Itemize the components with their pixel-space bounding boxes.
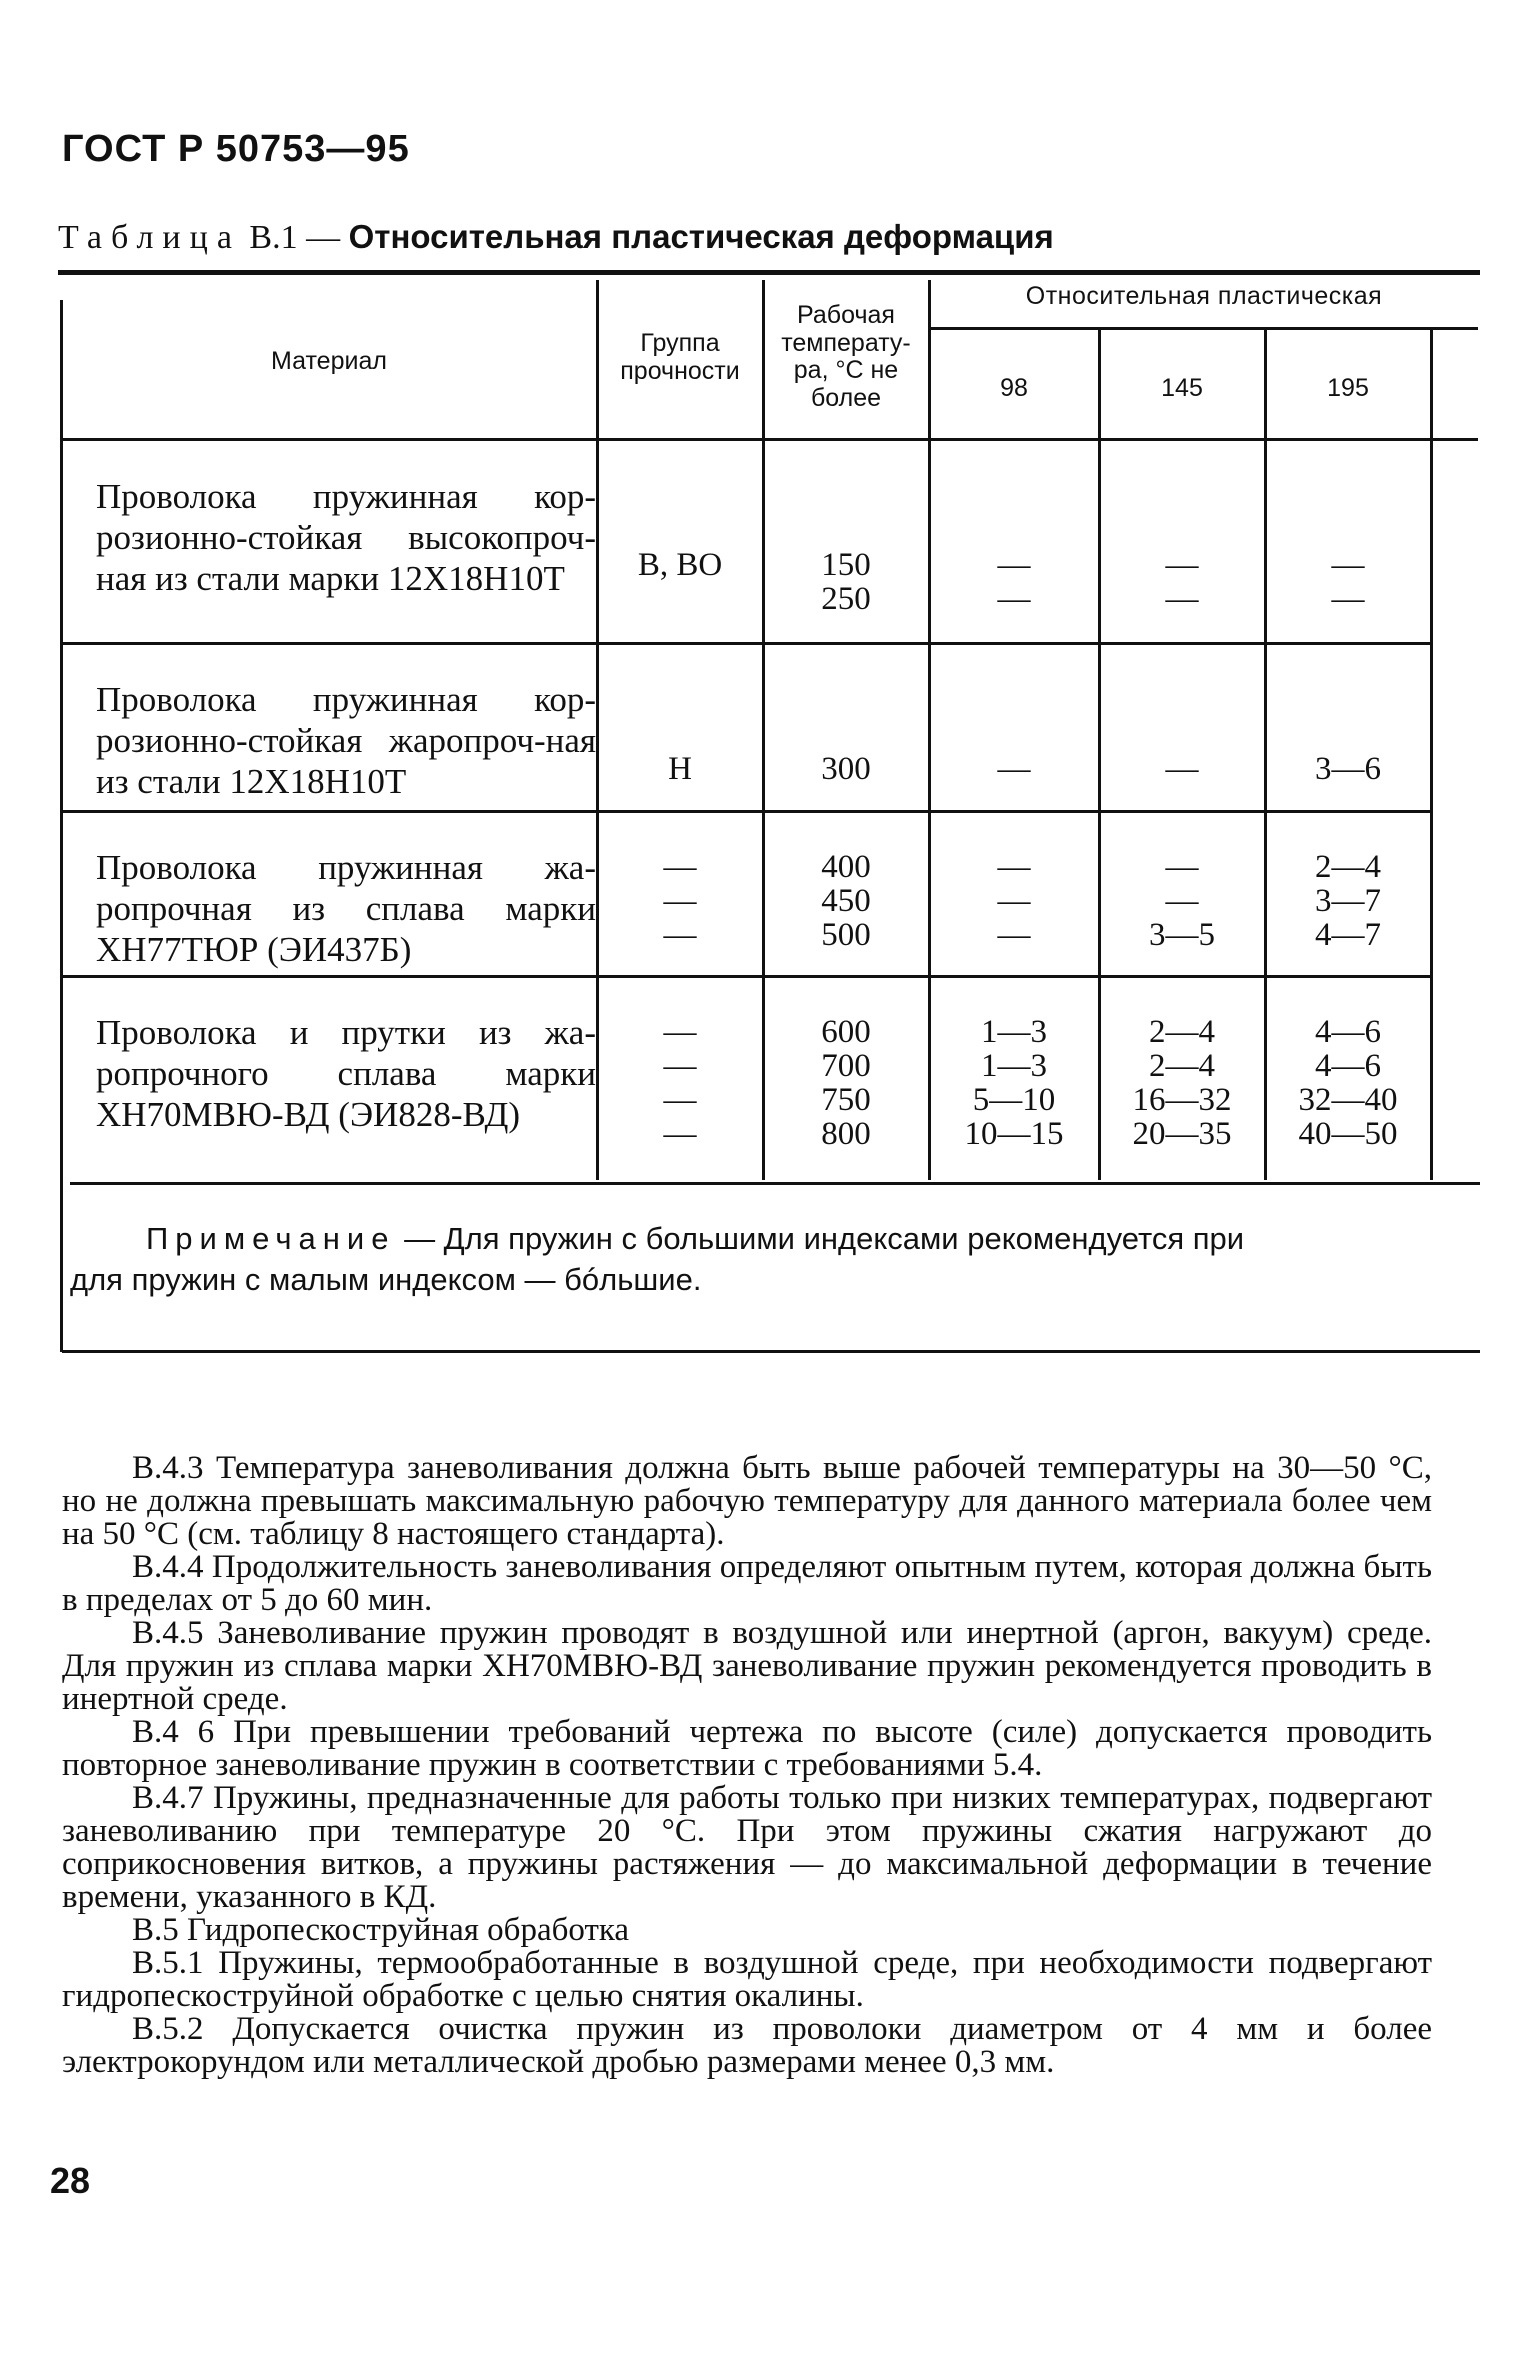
paragraph: В.4.3 Температура заневоливания должна быть выше рабочей температуры на 30—50 °С, но не должна превышать максимальную рабочую температуру для данного материала более чем на 50 °С (см. таблицу 8 настоящего стандарта). xyxy=(62,1450,1432,1552)
temp-value: 800 xyxy=(821,1115,871,1152)
material-cell: Проволока пружинная кор-розионно-стойкая высокопроч-ная из стали марки 12Х18Н10Т xyxy=(96,477,596,598)
table-top-rule xyxy=(58,270,1480,275)
c98-value: — xyxy=(997,547,1031,583)
paragraph: В.4.5 Заневоливание пружин проводят в воздушной или инертной (аргон, вакуум) среде. Для пружин из сплава марки ХН70МВЮ-ВД заневоливание пружин рекомендуется проводить в инертной среде. xyxy=(62,1615,1432,1717)
c195-value: 3—7 xyxy=(1315,882,1381,919)
c195-value: 4—6 xyxy=(1315,1014,1381,1050)
header-temp-line: более xyxy=(810,383,882,412)
header-sub-145: 145 xyxy=(1161,374,1203,402)
c145-value: — xyxy=(1165,751,1199,787)
note-label: Примечание xyxy=(146,1221,396,1256)
c145-cell xyxy=(1100,752,1264,786)
c195-value: 40—50 xyxy=(1298,1115,1398,1152)
note-text: — Для пружин с большими индексами рекомендуется при xyxy=(404,1221,1245,1256)
c195-value: 4—6 xyxy=(1315,1047,1381,1084)
c195-value: 3—6 xyxy=(1315,751,1381,787)
group-cell xyxy=(598,850,762,952)
group-value: — xyxy=(663,882,697,919)
header-temp xyxy=(764,302,928,412)
c145-value: 20—35 xyxy=(1132,1115,1232,1152)
c98-value: — xyxy=(997,580,1031,617)
c195-cell xyxy=(1266,548,1430,616)
c145-value: 2—4 xyxy=(1149,1014,1215,1050)
c195-value: 32—40 xyxy=(1298,1081,1398,1118)
header-bottom-rule xyxy=(60,438,1478,441)
header-sub-98: 98 xyxy=(1000,374,1028,402)
c195-cell xyxy=(1266,850,1430,952)
material-cell: Проволока пружинная кор-розионно-стойкая жаропроч-ная из стали 12Х18Н10Т xyxy=(96,680,596,801)
temp-value: 250 xyxy=(821,580,871,617)
c145-value: — xyxy=(1165,580,1199,617)
c145-value: — xyxy=(1165,882,1199,919)
header-sub-rule xyxy=(930,327,1478,330)
c98-cell xyxy=(930,548,1098,616)
table-note xyxy=(146,1218,1496,1260)
c98-cell xyxy=(930,752,1098,786)
group-cell xyxy=(598,1015,762,1151)
group-value: — xyxy=(663,1115,697,1152)
note-text-continued: для пружин с малым индексом — бóльшие. xyxy=(70,1262,702,1297)
c195-value: 4—7 xyxy=(1315,916,1381,953)
c195-value: — xyxy=(1331,547,1365,583)
page-number: 28 xyxy=(50,2160,91,2201)
paragraph: В.4 6 При превышении требований чертежа по высоте (силе) допускается проводить повторное заневоливание пружин в соответствии с требованиями 5.4. xyxy=(62,1714,1432,1783)
group-value: — xyxy=(663,1081,697,1118)
group-value: — xyxy=(663,1047,697,1084)
temp-value: 400 xyxy=(821,849,871,885)
c195-cell xyxy=(1266,1015,1430,1151)
c145-value: 16—32 xyxy=(1132,1081,1232,1118)
c145-value: 3—5 xyxy=(1149,916,1215,953)
c98-value: 1—3 xyxy=(981,1047,1047,1084)
material-cell: Проволока и прутки из жа-ропрочного сплава марки ХН70МВЮ-ВД (ЭИ828-ВД) xyxy=(96,1013,596,1134)
header-material: Материал xyxy=(271,347,387,375)
c145-cell xyxy=(1100,850,1264,952)
table-left-border xyxy=(60,300,63,1352)
c145-value: 2—4 xyxy=(1149,1047,1215,1084)
row-rule xyxy=(60,975,1430,978)
caption-title: Относительная пластическая деформация xyxy=(348,218,1054,255)
group-value: — xyxy=(663,1014,697,1050)
table-bottom-rule xyxy=(70,1182,1480,1185)
temp-value: 500 xyxy=(821,916,871,953)
paragraph: В.5.2 Допускается очистка пружин из проволоки диаметром от 4 мм и более электрокорундом или металлической дробью размерами менее 0,3 мм. xyxy=(62,2011,1432,2080)
c98-value: — xyxy=(997,916,1031,953)
temp-value: 600 xyxy=(821,1014,871,1050)
paragraph: В.4.7 Пружины, предназначенные для работы только при низких температурах, подвергают заневоливанию при температуре 20 °С. При этом пружины сжатия нагружают до соприкосновения витков, а пружины растяжения — до максимальной деформации в течение времени, указанного в КД. xyxy=(62,1780,1432,1915)
group-value: — xyxy=(663,849,697,885)
c145-value: — xyxy=(1165,547,1199,583)
c145-cell xyxy=(1100,1015,1264,1151)
c98-value: 1—3 xyxy=(981,1014,1047,1050)
header-temp-line: температу- xyxy=(781,328,911,357)
c98-value: 5—10 xyxy=(972,1081,1056,1118)
header-temp-line: Рабочая xyxy=(797,301,895,329)
table-caption xyxy=(58,218,1054,257)
paragraph: В.4.4 Продолжительность заневоливания определяют опытным путем, которая должна быть в пределах от 5 до 60 мин. xyxy=(62,1549,1432,1618)
header-group-line: Группа xyxy=(640,329,720,357)
group-value: Н xyxy=(668,751,692,787)
group-cell xyxy=(598,752,762,786)
paragraph: В.5.1 Пружины, термообработанные в воздушной среде, при необходимости подвергают гидропескоструйной обработке с целью снятия окалины. xyxy=(62,1945,1432,2014)
header-sub-195: 195 xyxy=(1327,374,1369,402)
temp-value: 150 xyxy=(821,547,871,583)
temp-value: 300 xyxy=(821,751,871,787)
temp-value: 700 xyxy=(821,1047,871,1084)
row-rule xyxy=(60,810,1430,813)
c98-cell xyxy=(930,850,1098,952)
header-group-line: прочности xyxy=(620,356,740,385)
temp-cell xyxy=(764,1015,928,1151)
note-bottom-rule xyxy=(62,1350,1480,1353)
section-heading: В.5 Гидропескоструйная обработка xyxy=(132,1912,630,1948)
c98-cell xyxy=(930,1015,1098,1151)
c98-value: 10—15 xyxy=(964,1115,1064,1152)
temp-cell xyxy=(764,752,928,786)
c195-value: 2—4 xyxy=(1315,849,1381,885)
c98-value: — xyxy=(997,751,1031,787)
group-value: — xyxy=(663,916,697,953)
header-deformation: Относительная пластическая xyxy=(1025,282,1383,310)
temp-cell xyxy=(764,850,928,952)
caption-number: В.1 — xyxy=(249,219,341,256)
temp-value: 750 xyxy=(821,1081,871,1118)
group-value: В, ВО xyxy=(637,547,723,583)
group-cell xyxy=(598,548,762,582)
header-temp-line: ра, °С не xyxy=(793,356,899,384)
c195-value: — xyxy=(1331,580,1365,617)
temp-cell xyxy=(764,548,928,616)
header-group xyxy=(598,330,762,385)
c98-value: — xyxy=(997,849,1031,885)
caption-label: Таблица xyxy=(58,219,241,256)
material-cell: Проволока пружинная жа-ропрочная из сплава марки ХН77ТЮР (ЭИ437Б) xyxy=(96,848,596,969)
c195-cell xyxy=(1266,752,1430,786)
col-divider xyxy=(1430,330,1433,1180)
c145-value: — xyxy=(1165,849,1199,885)
document-header: ГОСТ Р 50753—95 xyxy=(62,128,410,170)
row-rule xyxy=(60,642,1430,645)
body-text xyxy=(62,1452,1432,2079)
c145-cell xyxy=(1100,548,1264,616)
c98-value: — xyxy=(997,882,1031,919)
temp-value: 450 xyxy=(821,882,871,919)
